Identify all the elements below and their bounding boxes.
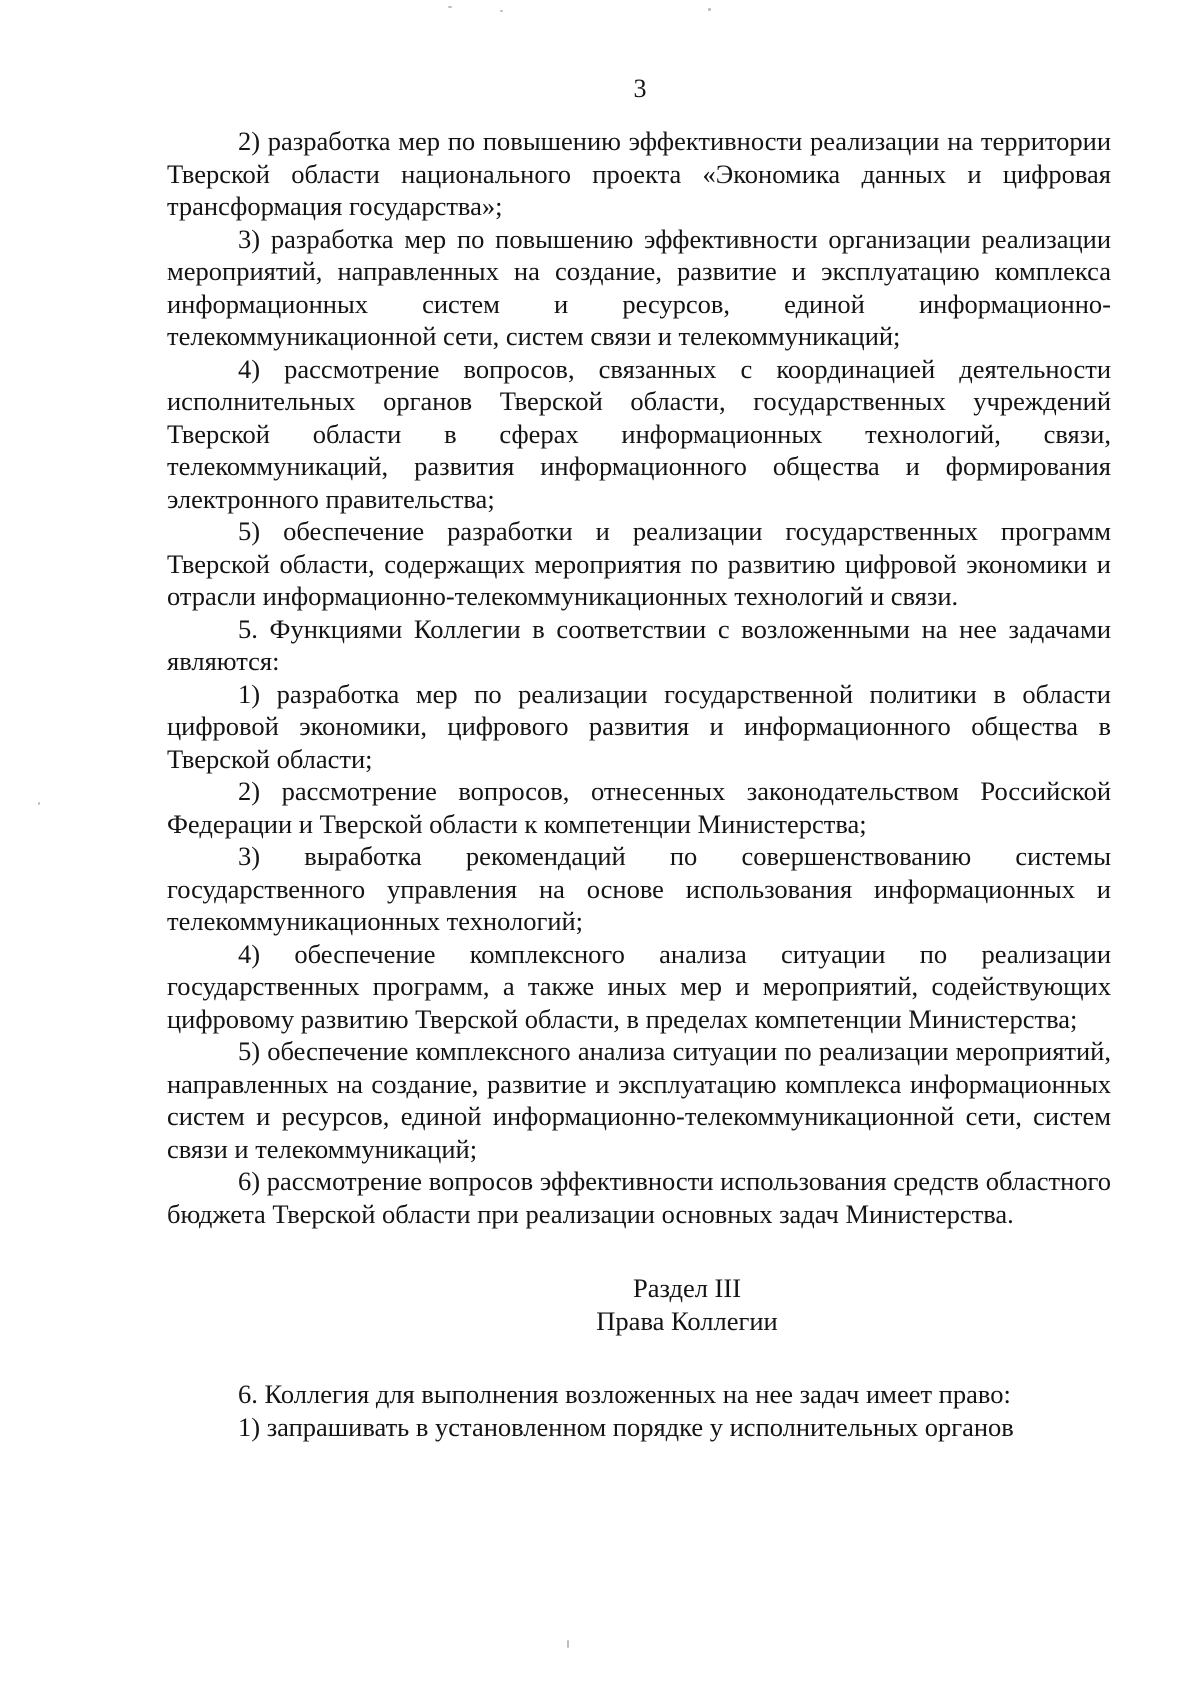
section-title: Права Коллегии <box>596 1306 778 1336</box>
paragraph: 6. Коллегия для выполнения возложенных на нее задач имеет право: <box>238 1379 1011 1409</box>
scan-artifact <box>708 8 711 11</box>
scan-artifact <box>567 1640 569 1648</box>
paragraph: 2) разработка мер по повышению эффективности реализации на территории Тверской области национального проекта «Экономика данных и цифровая трансформация государства»; <box>167 126 1111 221</box>
paragraph: 5) обеспечение разработки и реализации государственных программ Тверской области, содержащих мероприятия по развитию цифровой экономики и отрасли информационно-телекоммуникационных технологий и связи. <box>167 516 1111 611</box>
paragraph: 5) обеспечение комплексного анализа ситуации по реализации мероприятий, направленных на создание, развитие и эксплуатацию комплекса информационных систем и ресурсов, единой информационно-телекоммуникационной сети, систем связи и телекоммуникаций; <box>167 1036 1111 1164</box>
section-number: Раздел III <box>632 1273 742 1303</box>
paragraph: 4) обеспечение комплексного анализа ситуации по реализации государственных программ, а также иных мер и мероприятий, содействующих цифровому развитию Тверской области, в пределах компетенции Министерства; <box>167 938 1111 1034</box>
document-body <box>167 125 1111 1443</box>
paragraph: 2) рассмотрение вопросов, отнесенных законодательством Российской Федерации и Тверской области к компетенции Министерства; <box>167 776 1111 839</box>
scan-artifact <box>38 802 40 805</box>
scan-artifact <box>500 10 503 12</box>
paragraph: 5. Функциями Коллегии в соответствии с возложенными на нее задачами являются: <box>167 613 1111 676</box>
section-heading <box>167 1272 1111 1338</box>
paragraph: 3) выработка рекомендаций по совершенствованию системы государственного управления на основе использования информационных и телекоммуникационных технологий; <box>167 841 1111 936</box>
paragraph: 1) запрашивать в установленном порядке у исполнительных органов <box>238 1411 1014 1442</box>
paragraph: 4) рассмотрение вопросов, связанных с координацией деятельности исполнительных органов Тверской области, государственных учреждений Тверской области в сферах информационных технологий, связи, телекоммуникаций, развития информационного общества и формирования электронного правительства; <box>167 353 1111 514</box>
paragraph: 3) разработка мер по повышению эффективности организации реализации мероприятий, направленных на создание, развитие и эксплуатацию комплекса информационных систем и ресурсов, единой информационно-телекоммуникационной сети, систем связи и телекоммуникаций; <box>167 223 1111 351</box>
page-number: 3 <box>633 74 647 103</box>
scan-artifact <box>448 6 452 8</box>
paragraph: 6) рассмотрение вопросов эффективности использования средств областного бюджета Тверской области при реализации основных задач Министерства. <box>167 1166 1111 1229</box>
paragraph: 1) разработка мер по реализации государственной политики в области цифровой экономики, цифрового развития и информационного общества в Тверской области; <box>167 678 1111 774</box>
